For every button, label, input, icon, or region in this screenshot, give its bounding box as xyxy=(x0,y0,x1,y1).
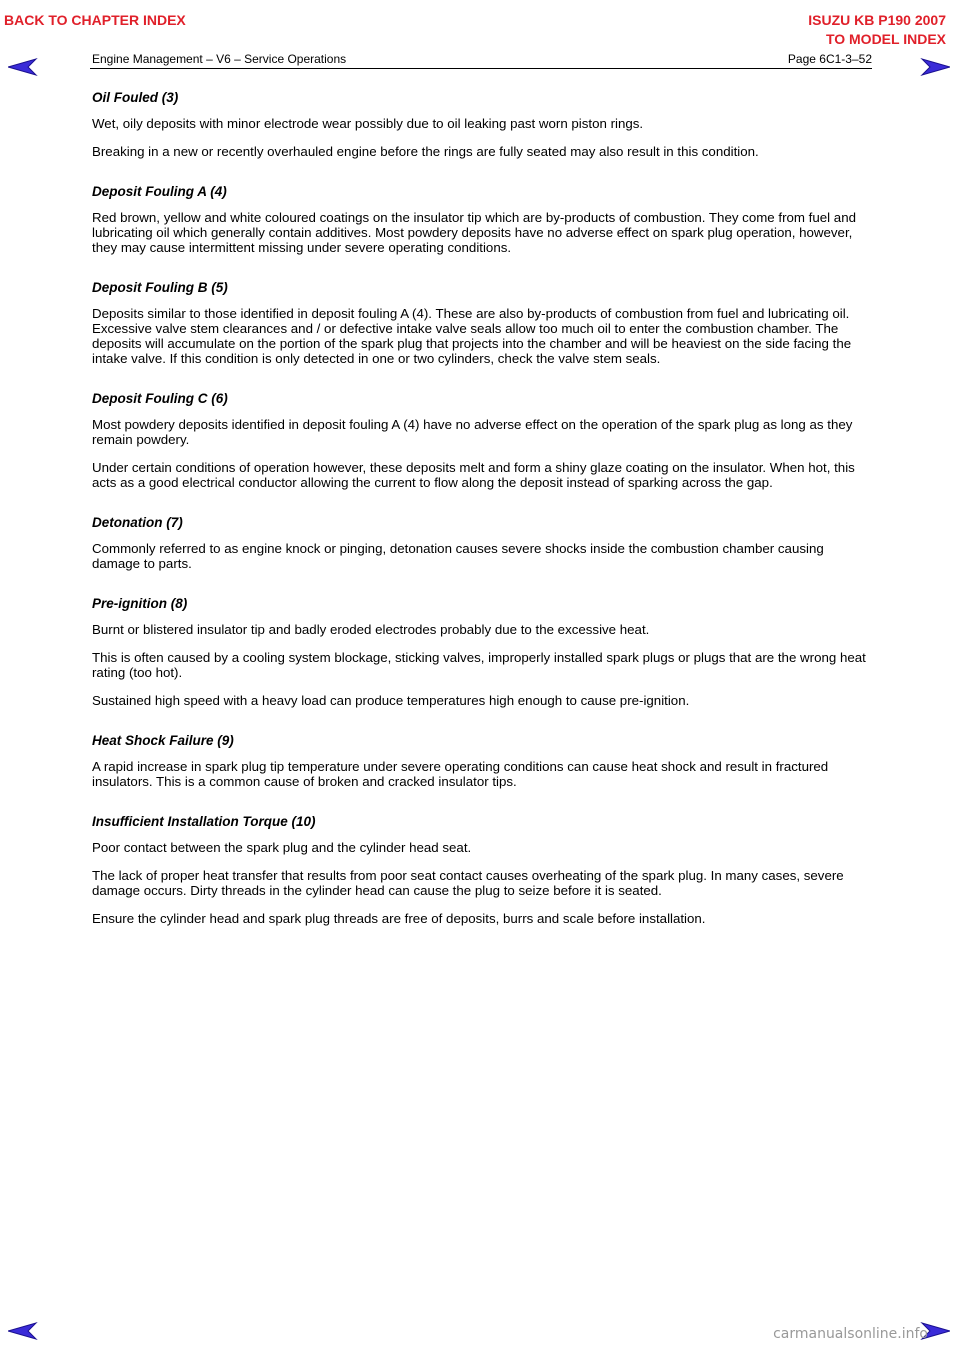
document-body xyxy=(92,90,872,951)
section xyxy=(92,184,872,255)
back-to-chapter-index-link[interactable]: BACK TO CHAPTER INDEX xyxy=(4,12,186,28)
section-heading: Insufficient Installation Torque (10) xyxy=(92,814,316,829)
section-paragraph: Sustained high speed with a heavy load can produce temperatures high enough to cause pre-ignition. xyxy=(92,693,690,708)
prev-page-arrow-icon[interactable] xyxy=(8,58,38,76)
section-paragraph: Wet, oily deposits with minor electrode wear possibly due to oil leaking past worn piston rings. xyxy=(92,116,644,131)
section-paragraph: Deposits similar to those identified in deposit fouling A (4). These are also by-products of combustion from fuel and lubricating oil. Excessive valve stem clearances and / or defective intake valve seals allow too much oil to enter the combustion chamber. The deposits will accumulate on the portion of the spark plug that projects into the chamber and will be heaviest on the side facing the intake valve. If this condition is only detected in one or two cylinders, check the valve stem seals. xyxy=(92,306,852,366)
section-paragraph: Poor contact between the spark plug and the cylinder head seat. xyxy=(92,840,472,855)
next-page-arrow-icon[interactable] xyxy=(920,58,950,76)
section xyxy=(92,515,872,571)
section-paragraph: A rapid increase in spark plug tip temperature under severe operating conditions can cause heat shock and result in fractured insulators. This is a common cause of broken and cracked insulator tips. xyxy=(92,759,829,789)
section-paragraph: Burnt or blistered insulator tip and badly eroded electrodes probably due to the excessive heat. xyxy=(92,622,650,637)
section-heading: Oil Fouled (3) xyxy=(92,90,179,105)
to-model-index-link[interactable]: TO MODEL INDEX xyxy=(825,31,946,47)
section xyxy=(92,90,872,159)
prev-page-arrow-bottom-icon[interactable] xyxy=(8,1322,38,1340)
section-paragraph: Under certain conditions of operation however, these deposits melt and form a shiny glaze coating on the insulator. When hot, this acts as a good electrical conductor allowing the current to flow along the deposit instead of sparking across the gap. xyxy=(92,460,855,490)
section-heading: Deposit Fouling A (4) xyxy=(92,184,227,199)
header-section-title: Engine Management – V6 – Service Operations xyxy=(92,52,347,66)
model-title-link[interactable]: ISUZU KB P190 2007 xyxy=(808,12,946,28)
section-paragraph: Commonly referred to as engine knock or pinging, detonation causes severe shocks inside the combustion chamber causing damage to parts. xyxy=(92,541,824,571)
section-paragraph: The lack of proper heat transfer that results from poor seat contact causes overheating of the spark plug. In many cases, severe damage occurs. Dirty threads in the cylinder head can cause the plug to seize before it is seated. xyxy=(92,868,844,898)
header-page-number: Page 6C1-3–52 xyxy=(787,52,872,66)
section-heading: Detonation (7) xyxy=(92,515,183,530)
section-heading: Deposit Fouling B (5) xyxy=(92,280,228,295)
section xyxy=(92,733,872,789)
section-heading: Heat Shock Failure (9) xyxy=(92,733,234,748)
section xyxy=(92,596,872,708)
section-paragraph: Red brown, yellow and white coloured coatings on the insulator tip which are by-products of combustion. They come from fuel and lubricating oil which generally contain additives. Most powdery deposits have no adverse effect on spark plug operation, however, they may cause intermittent missing under severe operating conditions. xyxy=(92,210,856,255)
section-heading: Pre-ignition (8) xyxy=(92,596,188,611)
section-heading: Deposit Fouling C (6) xyxy=(92,391,228,406)
watermark: carmanualsonline.info xyxy=(773,1326,928,1342)
header-divider xyxy=(90,68,872,69)
section xyxy=(92,280,872,366)
section-paragraph: This is often caused by a cooling system blockage, sticking valves, improperly installed spark plugs or plugs that are the wrong heat rating (too hot). xyxy=(92,650,866,680)
section xyxy=(92,814,872,926)
section-paragraph: Most powdery deposits identified in deposit fouling A (4) have no adverse effect on the operation of the spark plug as long as they remain powdery. xyxy=(92,417,853,447)
section-paragraph: Breaking in a new or recently overhauled engine before the rings are fully seated may also result in this condition. xyxy=(92,144,759,159)
section-paragraph: Ensure the cylinder head and spark plug threads are free of deposits, burrs and scale before installation. xyxy=(92,911,706,926)
section xyxy=(92,391,872,490)
